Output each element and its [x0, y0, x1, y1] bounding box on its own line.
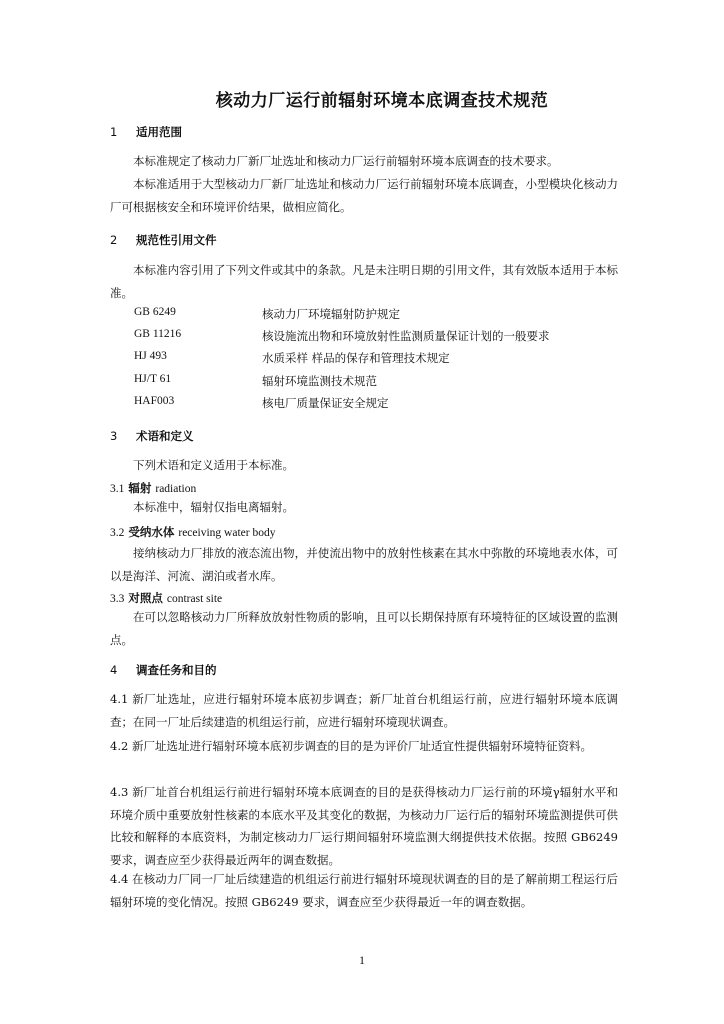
section-title: 术语和定义	[136, 429, 194, 443]
term-3-2-definition: 接纳核动力厂排放的液态流出物，并使流出物中的放射性核素在其水中弥散的环境地表水体，可以是海洋、河流、湖泊或者水库。	[110, 546, 618, 583]
term-3-3-heading	[110, 590, 222, 606]
term-english: contrast site	[166, 593, 223, 605]
section-3-heading	[110, 428, 194, 444]
section-title: 规范性引用文件	[136, 233, 217, 247]
section-1-heading	[110, 124, 182, 140]
section-1-paragraph-1: 本标准规定了核动力厂新厂址选址和核动力厂运行前辐射环境本底调查的技术要求。	[133, 154, 559, 168]
reference-title: 水质采样 样品的保存和管理技术规定	[262, 351, 450, 365]
reference-code: HJ 493	[134, 350, 167, 362]
reference-code: GB 11216	[134, 328, 182, 340]
term-english: receiving water body	[178, 527, 276, 539]
section-3-intro: 下列术语和定义适用于本标准。	[133, 458, 294, 472]
term-number: 3.1	[110, 483, 125, 495]
page-number: 1	[359, 953, 365, 967]
section-4-paragraph-3: 4.3 新厂址首台机组运行前进行辐射环境本底调查的目的是获得核动力厂运行前的环境γ辐射水平和环境介质中重要放射性核素的本底水平及其变化的数据，为核动力厂运行后的辐射环境监测提供可供比较和解释的本底资料，为制定核动力厂运行期间辐射环境监测大纲提供技术依据。按照 GB6249 要求，调查应至少获得最近两年的调查数据。	[110, 785, 618, 867]
term-name: 辐射	[128, 481, 152, 495]
section-1-paragraph-2: 本标准适用于大型核动力厂新厂址选址和核动力厂运行前辐射环境本底调查，小型模块化核动力厂可根据核安全和环境评价结果，做相应简化。	[110, 177, 618, 214]
reference-title: 辐射环境监测技术规范	[262, 374, 377, 388]
section-2-paragraph-1: 本标准内容引用了下列文件或其中的条款。凡是未注明日期的引用文件，其有效版本适用于本标准。	[110, 263, 618, 300]
section-number: 3	[110, 429, 118, 443]
section-number: 1	[110, 125, 118, 139]
reference-title: 核动力厂环境辐射防护规定	[262, 307, 400, 321]
term-number: 3.2	[110, 527, 125, 539]
reference-code: HJ/T 61	[134, 373, 172, 385]
term-name: 受纳水体	[128, 525, 175, 539]
reference-code: HAF003	[134, 395, 175, 407]
reference-title: 核设施流出物和环境放射性监测质量保证计划的一般要求	[262, 329, 550, 343]
section-2-heading	[110, 232, 217, 248]
section-4-paragraph-4: 4.4 在核动力厂同一厂址后续建造的机组运行前进行辐射环境现状调查的目的是了解前期工程运行后辐射环境的变化情况。按照 GB6249 要求，调查应至少获得最近一年的调查数据。	[110, 872, 618, 909]
document-title: 核动力厂运行前辐射环境本底调查技术规范	[215, 91, 549, 111]
term-english: radiation	[155, 483, 197, 495]
term-number: 3.3	[110, 593, 125, 605]
section-title: 适用范围	[136, 125, 182, 139]
term-3-3-definition: 在可以忽略核动力厂所释放放射性物质的影响，且可以长期保持原有环境特征的区域设置的监测点。	[110, 610, 618, 647]
section-title: 调查任务和目的	[136, 663, 217, 677]
section-4-paragraph-1: 4.1 新厂址选址，应进行辐射环境本底初步调查；新厂址首台机组运行前，应进行辐射环境本底调查；在同一厂址后续建造的机组运行前，应进行辐射环境现状调查。	[110, 692, 618, 729]
section-number: 4	[110, 663, 118, 677]
term-3-2-heading	[110, 524, 275, 540]
term-3-1-definition: 本标准中，辐射仅指电离辐射。	[133, 500, 294, 514]
reference-code: GB 6249	[134, 306, 176, 318]
section-4-heading	[110, 662, 217, 678]
reference-title: 核电厂质量保证安全规定	[262, 396, 389, 410]
term-name: 对照点	[128, 591, 163, 605]
section-4-paragraph-2: 4.2 新厂址选址进行辐射环境本底初步调查的目的是为评价厂址适宜性提供辐射环境特征资料。	[110, 739, 592, 753]
term-3-1-heading	[110, 480, 196, 496]
section-number: 2	[110, 233, 118, 247]
